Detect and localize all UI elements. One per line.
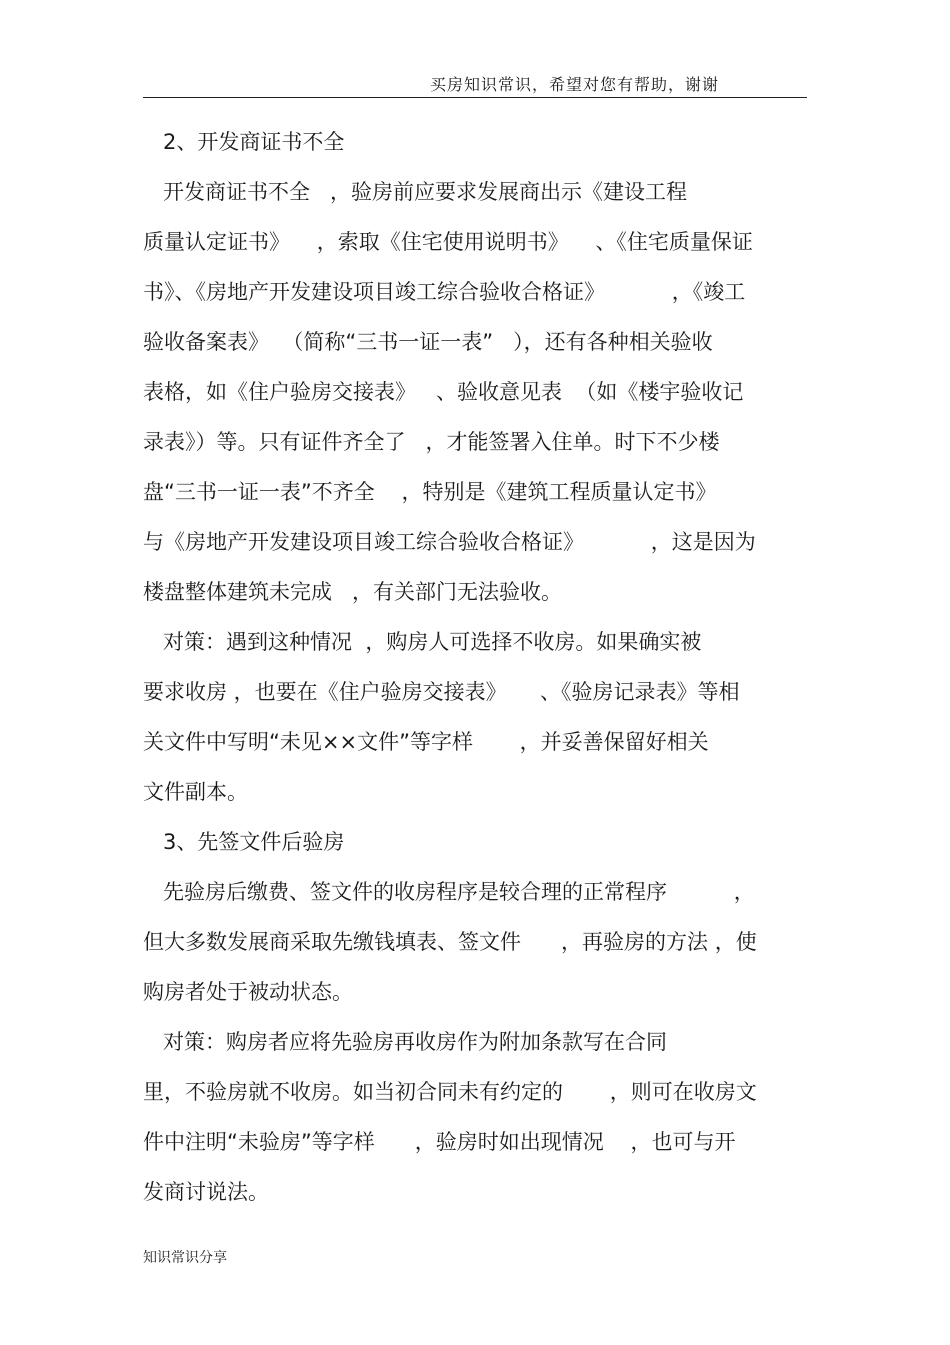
section-heading-2: 2、开发商证书不全: [143, 130, 345, 154]
header-divider: [143, 97, 807, 98]
body-line: 对策：购房者应将先验房再收房作为附加条款写在合同: [143, 1030, 668, 1054]
body-line: 表格，如《住户验房交接表》 、验收意见表 （如《楼宇验收记: [143, 380, 744, 404]
body-line: 先验房后缴费、签文件的收房程序是较合理的正常程序 ，: [143, 880, 755, 904]
section-heading-3: 3、先签文件后验房: [143, 830, 345, 854]
body-line: 里，不验房就不收房。如当初合同未有约定的 ，则可在收房文: [143, 1080, 757, 1104]
body-line: 要求收房 ，也要在《住户验房交接表》 、《验房记录表》等相: [143, 680, 740, 704]
body-line: 验收备案表》 （简称“三书一证一表” ），还有各种相关验收: [143, 330, 713, 354]
body-line: 书》、《房地产开发建设项目竣工综合验收合格证》 ，《竣工: [143, 280, 746, 304]
body-line: 质量认定证书》 ，索取《住宅使用说明书》 、《住宅质量保证: [143, 230, 753, 254]
body-line: 关文件中写明“未见××文件”等字样 ，并妥善保留好相关: [143, 730, 709, 754]
page-footer-text: 知识常识分享: [143, 1250, 227, 1266]
body-line: 开发商证书不全 ，验房前应要求发展商出示《建设工程: [143, 180, 688, 204]
body-line: 件中注明“未验房”等字样 ，验房时如出现情况 ，也可与开: [143, 1130, 736, 1154]
body-line: 与《房地产开发建设项目竣工综合验收合格证》 ，这是因为: [143, 530, 756, 554]
page-header-text: 买房知识常识，希望对您有帮助，谢谢: [430, 75, 720, 94]
body-line: 购房者处于被动状态。: [143, 980, 353, 1004]
body-line: 楼盘整体建筑未完成 ，有关部门无法验收。: [143, 580, 563, 604]
body-line: 盘“三书一证一表”不齐全 ，特别是《建筑工程质量认定书》: [143, 480, 717, 504]
body-line: 文件副本。: [143, 780, 248, 804]
body-line: 但大多数发展商采取先缴钱填表、签文件 ，再验房的方法 ，使: [143, 930, 757, 954]
body-line: 对策：遇到这种情况 ，购房人可选择不收房。如果确实被: [143, 630, 702, 654]
body-line: 录表》）等。只有证件齐全了 ，才能签署入住单。时下不少楼: [143, 430, 720, 454]
body-line: 发商讨说法。: [143, 1180, 269, 1204]
